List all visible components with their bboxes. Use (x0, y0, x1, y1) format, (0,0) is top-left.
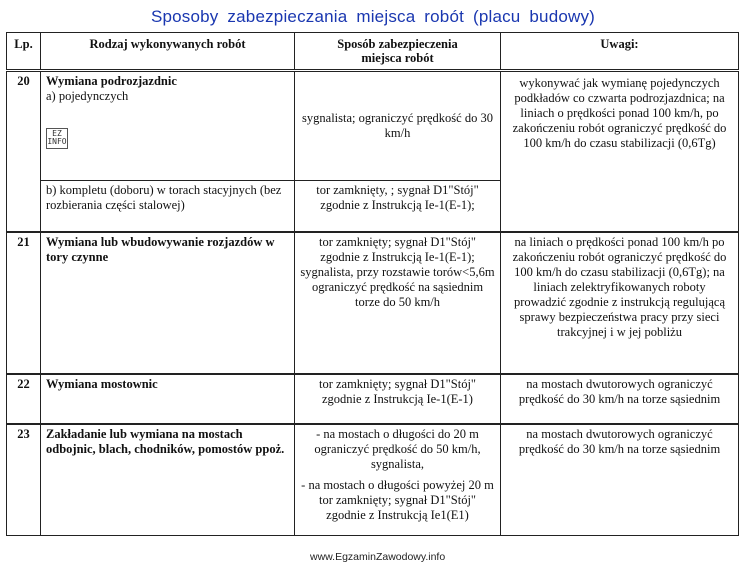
header-rodzaj: Rodzaj wykonywanych robót (41, 33, 295, 71)
header-uwagi: Uwagi: (501, 33, 739, 71)
row-20-uwagi: wykonywać jak wymianę pojedynczych podkładów co czwarta podrozjazdnica; na liniach o prędkości ponad 100 km/h, po zakończeniu robót ograniczyć prędkość do 100 km/h do czasu stabilizacji (0,6Tg) (501, 71, 739, 233)
row-20-sub-a: a) pojedynczych (46, 89, 129, 103)
row-23-rodzaj: Zakładanie lub wymiana na mostach odbojnic, blach, chodników, pomostów ppoż. (41, 424, 295, 536)
safety-table (6, 32, 739, 536)
row-20-lp: 20 (7, 71, 41, 233)
footer-watermark: www.EgzaminZawodowy.info (310, 551, 446, 563)
row-23-lp: 23 (7, 424, 41, 536)
row-21-uwagi: na liniach o prędkości ponad 100 km/h po zakończeniu robót ograniczyć prędkość do 100 km/h do czasu stabilizacji (0,6Tg); na liniach zelektryfikowanych roboty prowadzić zgodnie z instrukcją regulującą sprawy bezpieczeństwa pracy przy sieci trakcyjnej i w jej pobliżu (501, 232, 739, 374)
row-23-sposob-2: - na mostach o długości powyżej 20 m tor zamknięty; sygnał D1"Stój" zgodnie z Instrukcją Ie1(E1) (301, 478, 494, 522)
table-row (7, 232, 739, 374)
row-20-sposob-a: sygnalista; ograniczyć prędkość do 30 km/h (295, 71, 501, 181)
row-21-sposob: tor zamknięty; sygnał D1"Stój" zgodnie z Instrukcją Ie-1(E-1); sygnalista, przy rozstawie torów<5,6m ograniczyć prędkość na sąsiednim torze do 50 km/h (295, 232, 501, 374)
row-20-rodzaj-a (41, 71, 295, 181)
page-title: Sposoby zabezpieczania miejsca robót (placu budowy) (150, 7, 596, 26)
table-row (7, 71, 739, 181)
header-sposob-line2: miejsca robót (361, 51, 434, 65)
row-23-sposob (295, 424, 501, 536)
row-21-rodzaj: Wymiana lub wbudowywanie rozjazdów w tory czynne (41, 232, 295, 374)
row-22-lp: 22 (7, 374, 41, 424)
row-22-rodzaj: Wymiana mostownic (41, 374, 295, 424)
row-20-sposob-b: tor zamknięty, ; sygnał D1"Stój" zgodnie z Instrukcją Ie-1(E-1); (295, 181, 501, 233)
safety-table-container (6, 32, 738, 550)
ez-info-logo-icon: EZ INFO (46, 128, 68, 149)
header-sposob-line1: Sposób zabezpieczenia (337, 37, 458, 51)
header-lp: Lp. (7, 33, 41, 71)
table-row (7, 424, 739, 536)
row-23-uwagi: na mostach dwutorowych ograniczyć prędkość do 30 km/h na torze sąsiednim (501, 424, 739, 536)
header-sposob (295, 33, 501, 71)
header-row (7, 33, 739, 71)
row-20-title: Wymiana podrozjazdnic (46, 74, 177, 88)
table-row (7, 374, 739, 424)
row-20-sub-b: b) kompletu (doboru) w torach stacyjnych (bez rozbierania części stalowej) (41, 181, 295, 233)
row-21-lp: 21 (7, 232, 41, 374)
row-22-uwagi: na mostach dwutorowych ograniczyć prędkość do 30 km/h na torze sąsiednim (501, 374, 739, 424)
row-22-sposob: tor zamknięty; sygnał D1"Stój" zgodnie z Instrukcją Ie-1(E-1) (295, 374, 501, 424)
row-23-sposob-1: - na mostach o długości do 20 m ograniczyć prędkość do 50 km/h, sygnalista, (314, 427, 481, 471)
